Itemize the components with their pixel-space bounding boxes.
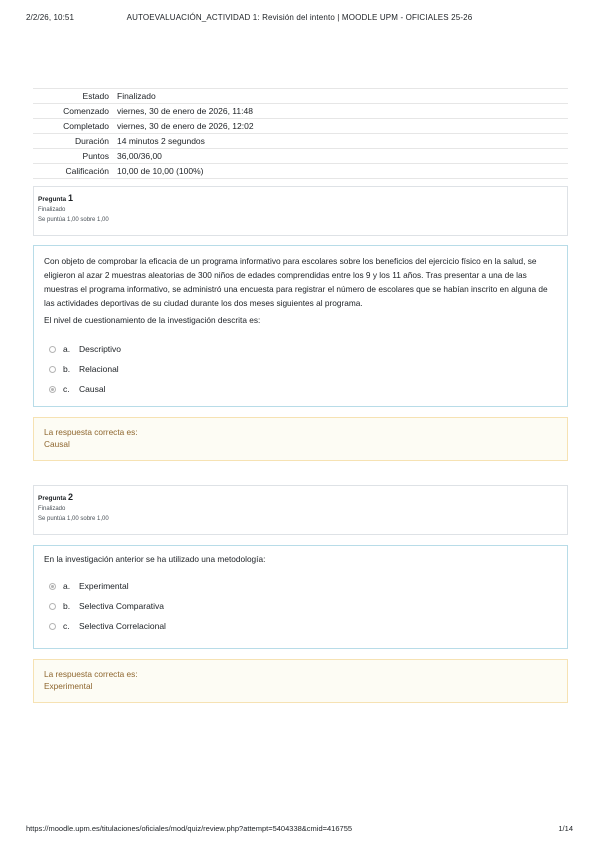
answer-text: Relacional [79,364,119,374]
summary-row-grade [33,164,568,179]
question-label: Pregunta [38,196,67,203]
question-state: Finalizado [38,207,66,213]
attempt-summary-table [33,88,568,179]
question-number-line [38,193,563,203]
radio-button-selected[interactable] [49,386,56,393]
question-label: Pregunta [38,495,67,502]
summary-row-completed [33,119,568,134]
question-formulation-1 [33,245,568,407]
answer-option-b[interactable] [44,596,557,616]
radio-button[interactable] [49,366,56,373]
answer-list [44,576,557,636]
answer-letter: b. [63,601,71,611]
print-page-title: AUTOEVALUACIÓN_ACTIVIDAD 1: Revisión del intento | MOODLE UPM - OFICIALES 25-26 [126,13,473,22]
summary-key: Duración [74,136,109,146]
print-date: 2/2/26, 10:51 [26,13,75,22]
answer-letter: c. [63,384,70,394]
answer-list [44,339,557,399]
summary-value: viernes, 30 de enero de 2026, 12:02 [117,121,254,131]
feedback-box-1 [33,417,568,461]
summary-key: Comenzado [63,106,109,116]
answer-text: Selectiva Comparativa [79,601,165,611]
print-header [0,13,599,25]
question-number: 1 [67,193,73,203]
answer-option-c[interactable] [44,616,557,636]
summary-value: 36,00/36,00 [117,151,162,161]
print-page-number: 1/14 [558,824,573,833]
question-prompt: En la investigación anterior se ha utilizado una metodología: [44,554,266,564]
summary-row-state [33,89,568,104]
summary-row-started [33,104,568,119]
summary-value: 14 minutos 2 segundos [117,136,205,146]
question-grade: Se puntúa 1,00 sobre 1,00 [38,217,109,223]
question-text: Con objeto de comprobar la eficacia de un programa informativo para escolares sobre los beneficios del ejercicio físico en la salud, se eligieron al azar 2 muestras aleatorias de 300 niños de edades comprendidas entre los 9 y los 11 años. Tras presentar a una de las muestras el programa informativo, se administró una encuesta para registrar el número de escolares que se habían inscrito en alguna de las actividades deportivas de su ciudad durante los dos meses siguientes al programa. [44,256,548,308]
right-answer-label: La respuesta correcta es: [44,427,138,437]
answer-letter: c. [63,621,70,631]
question-grade: Se puntúa 1,00 sobre 1,00 [38,516,109,522]
answer-text: Experimental [79,581,129,591]
print-url: https://moodle.upm.es/titulaciones/oficiales/mod/quiz/review.php?attempt=5404338&cmid=416755 [26,824,353,833]
question-number: 2 [67,492,73,502]
summary-value: Finalizado [117,91,156,101]
right-answer-value: Causal [44,439,70,449]
answer-text: Selectiva Correlacional [79,621,166,631]
print-footer [0,824,599,836]
summary-key: Calificación [65,166,109,176]
summary-key: Completado [63,121,109,131]
answer-letter: a. [63,344,71,354]
answer-letter: b. [63,364,71,374]
answer-letter: a. [63,581,71,591]
radio-button[interactable] [49,603,56,610]
question-number-line [38,492,563,502]
radio-button-selected[interactable] [49,583,56,590]
summary-row-points [33,149,568,164]
summary-value: viernes, 30 de enero de 2026, 11:48 [117,106,253,116]
answer-option-b[interactable] [44,359,557,379]
answer-option-c[interactable] [44,379,557,399]
answer-option-a[interactable] [44,576,557,596]
right-answer-label: La respuesta correcta es: [44,669,138,679]
feedback-box-2 [33,659,568,703]
question-prompt: El nivel de cuestionamiento de la investigación descrita es: [44,315,261,325]
answer-text: Causal [79,384,106,394]
summary-key: Puntos [82,151,109,161]
summary-value: 10,00 de 10,00 (100%) [117,166,204,176]
radio-button[interactable] [49,623,56,630]
summary-key: Estado [82,91,109,101]
question-formulation-2 [33,545,568,649]
question-state: Finalizado [38,506,66,512]
radio-button[interactable] [49,346,56,353]
answer-option-a[interactable] [44,339,557,359]
right-answer-value: Experimental [44,681,93,691]
answer-text: Descriptivo [79,344,122,354]
question-info-1 [33,186,568,236]
summary-row-duration [33,134,568,149]
question-info-2 [33,485,568,535]
